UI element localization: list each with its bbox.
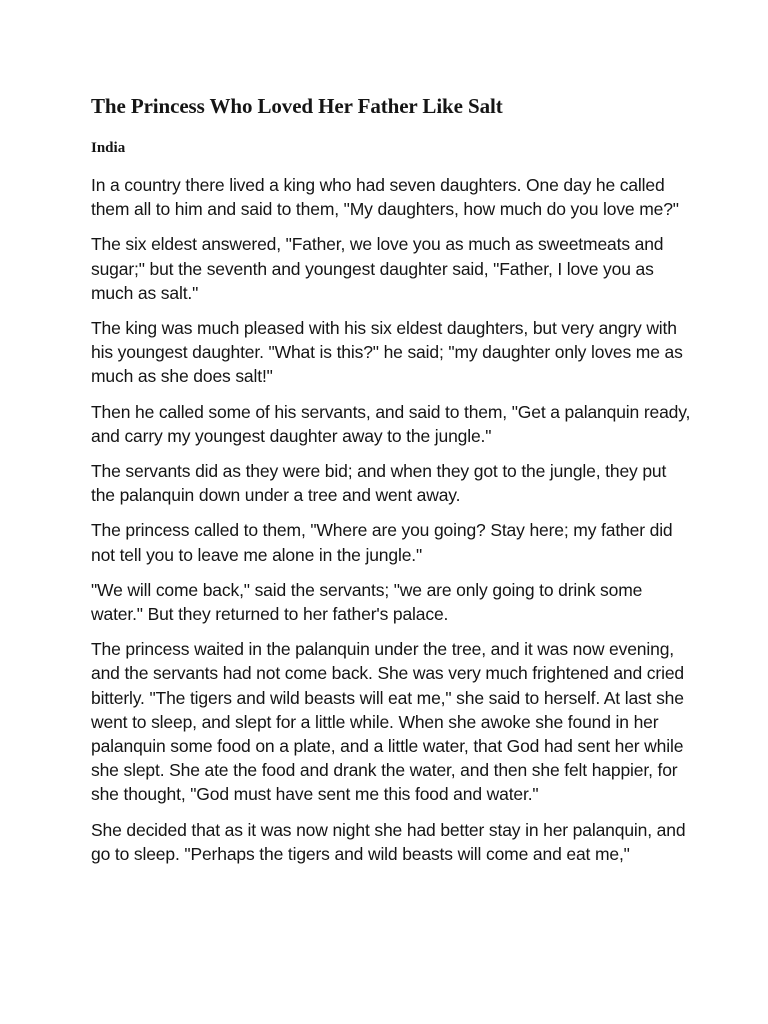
document-page (91, 92, 691, 877)
paragraph: The princess called to them, "Where are you going? Stay here; my father did not tell you to leave me alone in the jungle." (91, 520, 673, 565)
paragraph: The servants did as they were bid; and when they got to the jungle, they put the palanquin down under a tree and went away. (91, 461, 667, 506)
story-region: India (91, 140, 126, 156)
paragraph: The king was much pleased with his six eldest daughters, but very angry with his youngest daughter. "What is this?" he said; "my daughter only loves me as much as she does salt!" (91, 318, 683, 387)
story-body (91, 173, 691, 866)
paragraph: The princess waited in the palanquin under the tree, and it was now evening, and the servants had not come back. She was very much frightened and cried bitterly. "The tigers and wild beasts will eat me," she said to herself. At last she went to sleep, and slept for a little while. When she awoke she found in her palanquin some food on a plate, and a little water, that God had sent her while she slept. She ate the food and drank the water, and then she felt happier, for she thought, "God must have sent me this food and water." (91, 639, 684, 805)
paragraph: She decided that as it was now night she had better stay in her palanquin, and go to sleep. "Perhaps the tigers and wild beasts will come and eat me," (91, 819, 686, 864)
paragraph: The six eldest answered, "Father, we love you as much as sweetmeats and sugar;" but the seventh and youngest daughter said, "Father, I love you as much as salt." (91, 234, 664, 303)
paragraph: "We will come back," said the servants; "we are only going to drink some water." But they returned to her father's palace. (91, 579, 643, 625)
paragraph: Then he called some of his servants, and said to them, "Get a palanquin ready, and carry my youngest daughter away to the jungle." (91, 401, 691, 446)
paragraph: In a country there lived a king who had seven daughters. One day he called them all to him and said to them, "My daughters, how much do you love me?" (91, 175, 679, 220)
story-title: The Princess Who Loved Her Father Like Salt (91, 94, 503, 118)
